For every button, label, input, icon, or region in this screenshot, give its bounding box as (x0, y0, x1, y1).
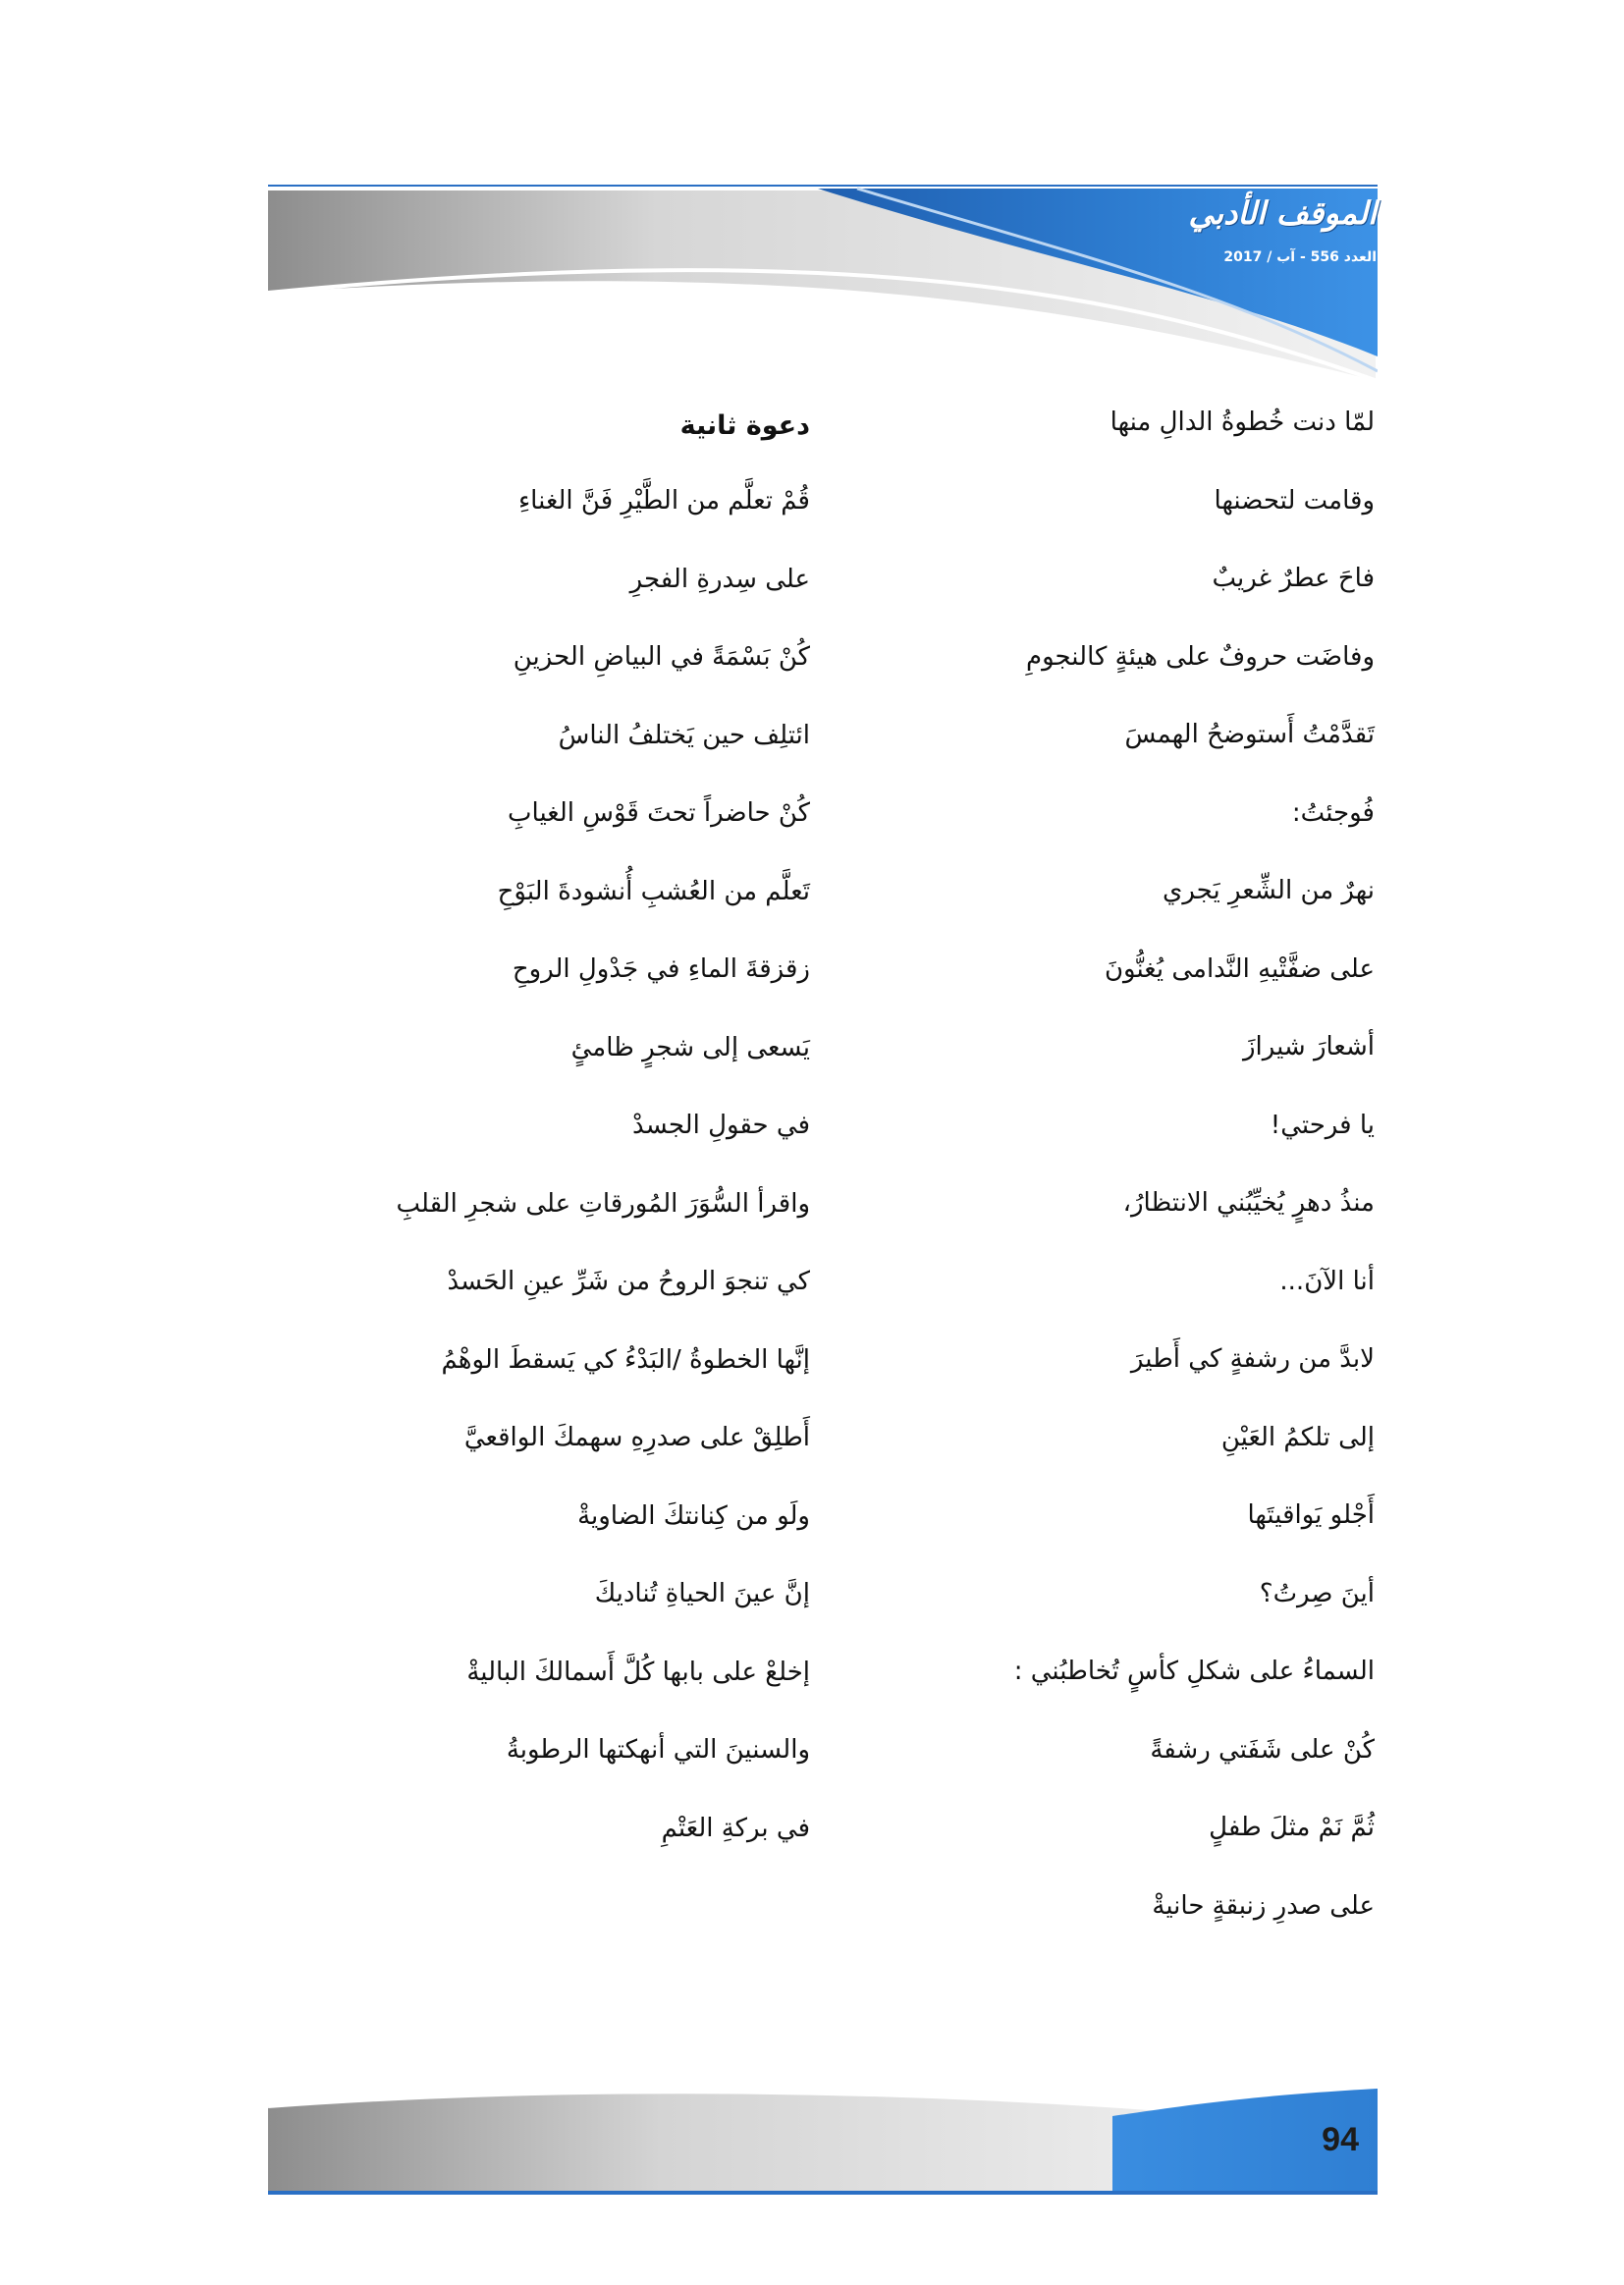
verse-line: زقزقةَ الماءِ في جَدْولِ الروحِ (512, 954, 810, 984)
verse-line: أنا الآنَ... (1279, 1266, 1375, 1296)
verse-line: إنَّ عينَ الحياةِ تُناديكَ (594, 1579, 810, 1608)
verse-line: منذُ دهرٍ يُخيِّبُني الانتظارُ، (1122, 1188, 1375, 1218)
right-column (913, 405, 1375, 1966)
verse-line: يَسعى إلى شجرٍ ظامئٍ (570, 1032, 810, 1062)
verse-line: ولَو من كِنانتكَ الضاويةْ (577, 1500, 810, 1531)
verse-line: كُنْ حاضراً تحتَ قَوْسِ الغيابِ (508, 798, 810, 828)
verse-line: السماءُ على شكلِ كأسٍ تُخاطبُني : (1013, 1657, 1375, 1686)
verse-line: أَجْلو يَواقيتَها (1247, 1500, 1375, 1530)
verse-line: كي تنجوَ الروحُ من شَرِّ عينِ الحَسدْ (447, 1267, 810, 1296)
magazine-logo: الموقف الأدبي (1188, 194, 1377, 232)
verse-line: ثُمَّ نَمْ مثلَ طفلٍ (1209, 1813, 1375, 1842)
verse-line: فُوجئتُ: (1291, 797, 1375, 828)
verse-line: تَقدَّمْتُ أَستوضحُ الهمسَ (1124, 720, 1375, 749)
masthead (1141, 194, 1377, 265)
poem-title: دعوة ثانية (679, 410, 810, 441)
page-number: 94 (1322, 2121, 1359, 2158)
verse-line: أينَ صِرتُ؟ (1259, 1578, 1375, 1608)
footer-band (268, 2077, 1378, 2195)
verse-line: لمّا دنت خُطوةُ الدالِ منها (1110, 408, 1375, 437)
verse-line: كُنْ بَسْمَةً في البياضِ الحزينِ (513, 642, 810, 672)
issue-info: العدد 556 - آب / 2017 (1223, 249, 1377, 265)
verse-line: إلى تلكمُ العَيْنِ (1220, 1422, 1375, 1452)
verse-line: في حقولِ الجسدْ (632, 1111, 810, 1140)
verse-line: يا فرحتي! (1270, 1110, 1375, 1140)
verse-line: نهرٌ من الشِّعرِ يَجري (1162, 876, 1375, 905)
verse-line: على صدرِ زنبقةٍ حانيةْ (1152, 1890, 1375, 1921)
verse-line: على سِدرةِ الفجرِ (629, 564, 810, 594)
verse-line: إنَّها الخطوةُ /البَدْءُ كي يَسقطَ الوهْمُ (441, 1344, 810, 1375)
verse-line: تَعلَّم من العُشبِ أُنشودةَ البَوْحِ (497, 876, 810, 906)
verse-line: ائتلِف حين يَختلفُ الناسُ (558, 720, 810, 750)
verse-line: أَطلِقْ على صدرِهِ سهمكَ الواقعيَّ (463, 1423, 810, 1452)
verse-line: أشعارَ شيرازَ (1242, 1032, 1375, 1061)
verse-line: والسنينَ التي أنهكتها الرطوبةُ (506, 1735, 810, 1765)
verse-line: واقرأ السُّوَرَ المُورقاتِ على شجرِ القلبِ (396, 1188, 810, 1219)
verse-line: في بركةِ العَتْمِ (661, 1813, 810, 1843)
verse-line: على ضفَّتْيهِ النَّدامى يُغنُّونَ (1104, 953, 1375, 984)
verse-line: إخلعْ على بابها كُلَّ أَسمالكَ الباليةْ (466, 1657, 810, 1687)
verse-line: لابدَّ من رشفةٍ كي أَطيرَ (1130, 1344, 1375, 1374)
verse-line: وفاضَت حروفٌ على هيئةٍ كالنجومِ (1025, 641, 1375, 672)
verse-line: فاحَ عطرٌ غريبٌ (1212, 564, 1375, 593)
poem-body (324, 385, 1384, 1995)
verse-line: وقامت لتحضنها (1214, 485, 1375, 516)
left-column (349, 405, 810, 1888)
verse-line: كُنْ على شَفَتي رشفةً (1150, 1734, 1375, 1765)
verse-line: قُمْ تعلَّم من الطَّيْرِ فَنَّ الغناءِ (517, 486, 810, 516)
